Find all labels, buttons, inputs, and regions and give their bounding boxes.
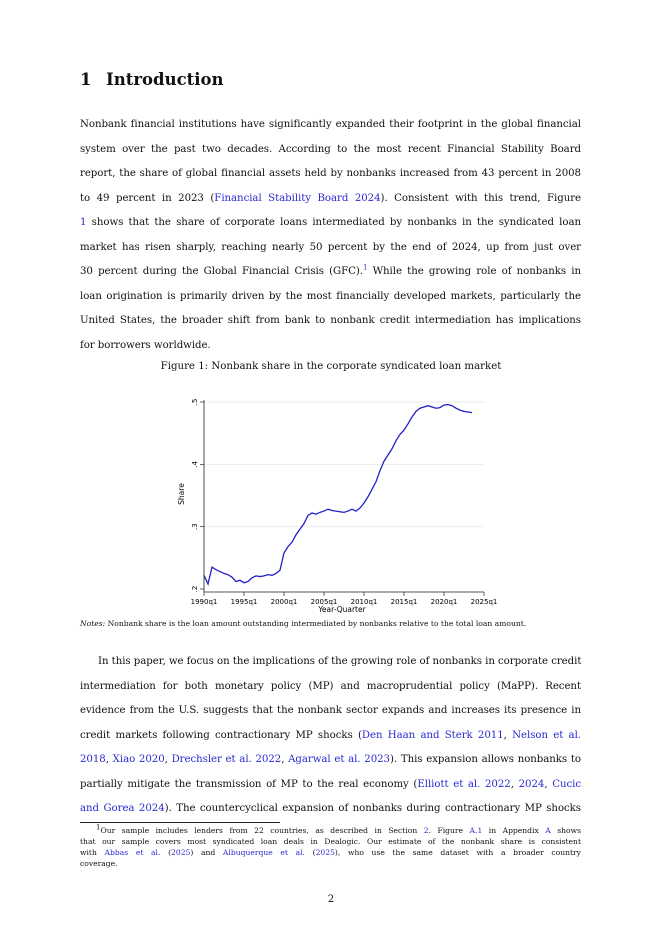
- citation-link[interactable]: Den Haan and Sterk 2011: [361, 729, 504, 741]
- text-line: [80, 797, 581, 822]
- text-line: In this paper, we focus on the implications of the growing role of nonbanks in corporate credit: [98, 656, 582, 667]
- text-segment: to 49 percent in 2023 (: [80, 192, 215, 204]
- intro-paragraph-2: [80, 650, 581, 822]
- text-line: that our sample covers most syndicated loan deals in Dealogic. Our estimate of the nonbank share is consistent: [80, 837, 581, 846]
- figure-ref-link[interactable]: A.1: [469, 826, 483, 835]
- text-segment: 30 percent during the Global Financial Crisis (GFC).: [80, 266, 363, 277]
- text-segment: ,: [164, 754, 172, 765]
- footnote-1: [80, 825, 581, 869]
- x-tick-label: 1995q1: [230, 598, 258, 606]
- text-line: intermediation for both monetary policy (MP) and macroprudential policy (MaPP). Recent: [80, 680, 581, 692]
- x-tick-label: 1990q1: [190, 598, 218, 606]
- citation-link[interactable]: Elliott et al. 2022: [417, 778, 511, 790]
- y-axis-label: Share: [177, 483, 186, 505]
- text-line: coverage.: [80, 859, 118, 868]
- text-line: [80, 260, 581, 285]
- text-line: market has risen sharply, reaching nearly 50 percent by the end of 2024, up from just over: [80, 241, 581, 253]
- x-tick-label: 2020q1: [430, 598, 458, 606]
- text-line: [80, 211, 581, 236]
- series-line-nonbank-share: [204, 404, 472, 584]
- text-segment: with: [80, 848, 105, 857]
- text-segment: ,: [281, 754, 289, 765]
- x-tick-label: 2000q1: [270, 598, 298, 606]
- figure-notes: [80, 619, 526, 628]
- text-segment: ,: [503, 729, 513, 741]
- text-segment: shows: [550, 826, 581, 835]
- text-line: system over the past two decades. According to the most recent Financial Stability Board: [80, 143, 581, 155]
- text-segment: (: [160, 848, 172, 857]
- notes-label: Notes:: [80, 619, 106, 628]
- x-tick-label: 2005q1: [310, 598, 338, 606]
- text-segment: in Appendix: [482, 826, 546, 835]
- section-title: Introduction: [106, 70, 224, 89]
- figure-ref-link[interactable]: 1: [80, 217, 87, 228]
- text-line: [80, 825, 581, 836]
- text-line: [80, 773, 581, 798]
- y-tick-label: .2: [191, 585, 199, 593]
- citation-link[interactable]: Cucic: [552, 778, 581, 790]
- text-line: [80, 724, 581, 749]
- text-line: United States, the broader shift from bank to nonbank credit intermediation has implications: [80, 315, 581, 326]
- text-segment: credit markets following contractionary MP shocks (: [80, 729, 362, 741]
- citation-link[interactable]: Drechsler et al. 2022: [171, 754, 282, 765]
- footnote-mark: 1: [96, 823, 101, 832]
- text-line: report, the share of global financial assets held by nonbanks increased from 43 percent in 2008: [80, 168, 581, 179]
- x-axis-label: Year-Quarter: [318, 605, 366, 614]
- text-segment: Our sample includes lenders from 22 countries, as described in Section: [100, 826, 424, 835]
- text-segment: ,: [510, 778, 519, 790]
- text-segment: ). This expansion allows nonbanks to: [390, 754, 581, 765]
- section-number: 1: [80, 70, 92, 89]
- x-tick-label: 2010q1: [350, 598, 378, 606]
- y-tick-label: .5: [191, 398, 199, 406]
- text-line: [80, 748, 581, 773]
- y-tick-label: .4: [191, 460, 199, 468]
- page-number: 2: [327, 894, 335, 905]
- citation-link[interactable]: Albuquerque et al.: [222, 848, 305, 857]
- footnote-marker-link[interactable]: 1: [363, 263, 368, 272]
- text-line: evidence from the U.S. suggests that the nonbank sector expands and increases its presence in: [80, 705, 581, 716]
- text-segment: ,: [105, 754, 113, 765]
- citation-link[interactable]: 2018: [80, 754, 106, 765]
- figure-caption: Figure 1: Nonbank share in the corporate syndicated loan market: [160, 361, 502, 372]
- appendix-ref-link[interactable]: A: [545, 826, 551, 835]
- notes-text: Nonbank share is the loan amount outstanding intermediated by nonbanks relative to the total loan amount.: [105, 619, 527, 628]
- text-line: Nonbank financial institutions have significantly expanded their footprint in the global financial: [80, 119, 581, 130]
- citation-link[interactable]: Xiao 2020: [112, 754, 165, 765]
- footnote-rule: [80, 822, 280, 823]
- text-segment: shows that the share of corporate loans intermediated by nonbanks in the syndicated loan: [86, 217, 581, 228]
- text-segment: ). Consistent with this trend, Figure: [380, 192, 582, 204]
- citation-year-link[interactable]: 2025: [315, 848, 335, 857]
- text-segment: ,: [544, 778, 553, 790]
- citation-link[interactable]: Nelson et al.: [512, 729, 581, 741]
- section-heading: [80, 70, 224, 89]
- text-line: [80, 847, 581, 858]
- section-ref-link[interactable]: 2: [423, 826, 429, 835]
- text-segment: ). The countercyclical expansion of nonbanks during contractionary MP shocks: [164, 803, 581, 814]
- text-line: for borrowers worldwide.: [80, 339, 211, 351]
- text-line: [80, 187, 581, 212]
- text-line: loan origination is primarily driven by the most financially developed markets, particularly the: [80, 290, 581, 302]
- y-tick-label: .3: [191, 523, 199, 531]
- text-segment: ), who use the same dataset with a broader country: [334, 848, 581, 857]
- intro-paragraph-1: [80, 113, 581, 358]
- line-chart: [170, 392, 500, 617]
- text-segment: partially mitigate the transmission of MP to the real economy (: [80, 778, 418, 790]
- x-tick-label: 2015q1: [390, 598, 418, 606]
- x-tick-label: 2025q1: [470, 598, 498, 606]
- citation-link[interactable]: 2024: [518, 778, 545, 790]
- citation-link[interactable]: and Gorea 2024: [80, 803, 165, 814]
- citation-link[interactable]: Agarwal et al. 2023: [288, 754, 390, 765]
- citation-link[interactable]: Financial Stability Board 2024: [214, 192, 381, 204]
- text-segment: (: [304, 848, 316, 857]
- citation-year-link[interactable]: 2025: [171, 848, 191, 857]
- text-segment: ) and: [190, 848, 223, 857]
- citation-link[interactable]: Abbas et al.: [104, 848, 161, 857]
- text-segment: . Figure: [428, 826, 470, 835]
- text-segment: While the growing role of nonbanks in: [367, 266, 581, 277]
